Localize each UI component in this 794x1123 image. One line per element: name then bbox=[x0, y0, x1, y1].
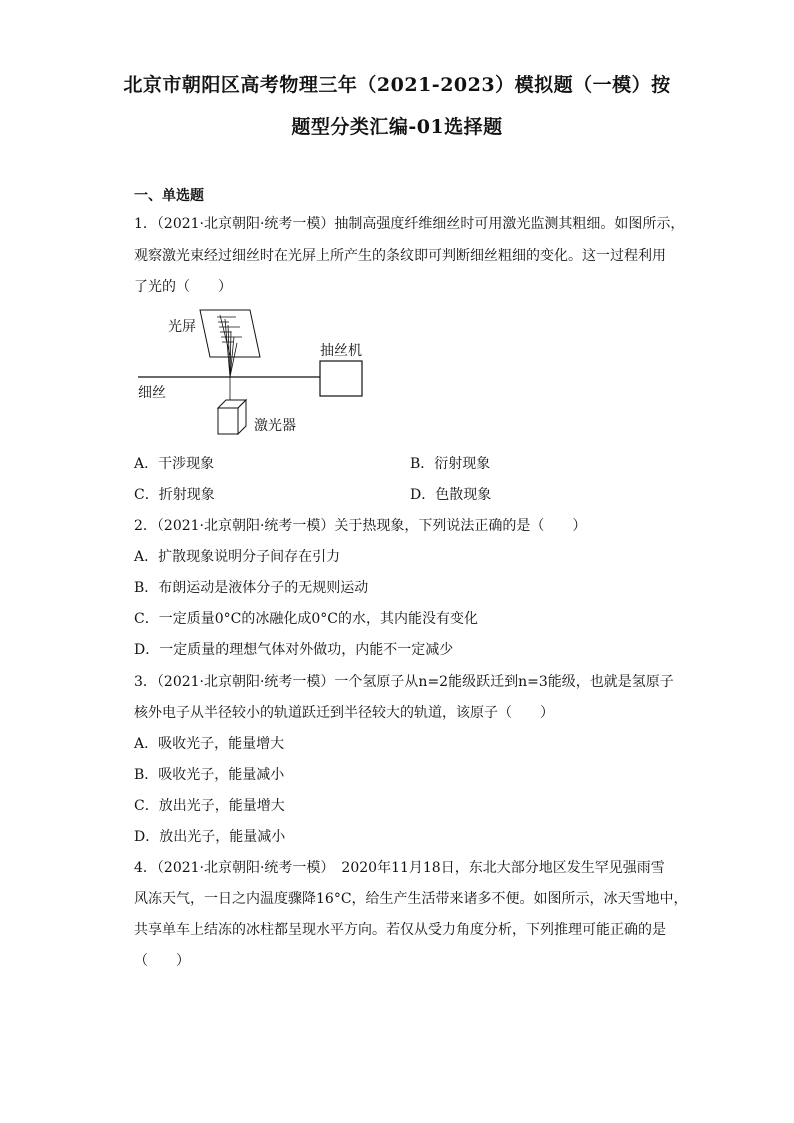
q2-option-a: A．扩散现象说明分子间存在引力 bbox=[134, 549, 341, 565]
q1-option-a: A．干涉现象 bbox=[134, 456, 215, 472]
q3-option-b: B．吸收光子，能量减小 bbox=[134, 767, 285, 783]
q4-stem-line2: 风冻天气，一日之内温度骤降16°C，给生产生活带来诸多不便。如图所示，冰天雪地中， bbox=[134, 891, 688, 907]
label-machine: 抽丝机 bbox=[320, 343, 362, 359]
q3-stem-line1: 3．（2021·北京朝阳·统考一模）一个氢原子从n=2能级跃迁到n=3能级，也就是氢原子 bbox=[134, 674, 674, 690]
q1-stem-line2: 观察激光束经过细丝时在光屏上所产生的条纹即可判断细丝粗细的变化。这一过程利用 bbox=[134, 248, 666, 264]
label-screen: 光屏 bbox=[168, 319, 196, 335]
drawing-machine-box bbox=[320, 361, 362, 396]
document-title-line2: 题型分类汇编-01选择题 bbox=[291, 116, 503, 138]
q3-option-a: A．吸收光子，能量增大 bbox=[134, 736, 285, 752]
q3-option-c: C．放出光子，能量增大 bbox=[134, 798, 285, 814]
q1-option-d: D．色散现象 bbox=[410, 487, 492, 503]
q2-stem-line1: 2．（2021·北京朝阳·统考一模）关于热现象，下列说法正确的是（ ） bbox=[134, 518, 587, 534]
q1-figure bbox=[130, 305, 380, 440]
q2-option-d: D．一定质量的理想气体对外做功，内能不一定减少 bbox=[134, 642, 454, 658]
q1-option-b: B．衍射现象 bbox=[410, 456, 491, 472]
q1-stem-line1: 1．（2021·北京朝阳·统考一模）抽制高强度纤维细丝时可用激光监测其粗细。如图所示， bbox=[134, 216, 685, 232]
q4-stem-line3: 共享单车上结冻的冰柱都呈现水平方向。若仅从受力角度分析，下列推理可能正确的是 bbox=[134, 922, 666, 938]
q4-stem-line1: 4．（2021·北京朝阳·统考一模） 2020年11月18日，东北大部分地区发生罕见强雨雪 bbox=[134, 860, 665, 876]
q4-stem-line4: （ ） bbox=[134, 953, 190, 969]
q1-option-c: C．折射现象 bbox=[134, 487, 215, 503]
q3-stem-line2: 核外电子从半径较小的轨道跃迁到半径较大的轨道，该原子（ ） bbox=[134, 705, 554, 721]
label-wire: 细丝 bbox=[138, 385, 166, 401]
q2-option-c: C．一定质量0°C的冰融化成0°C的水，其内能没有变化 bbox=[134, 611, 478, 627]
section-heading: 一、单选题 bbox=[134, 188, 204, 204]
document-title-line1: 北京市朝阳区高考物理三年（2021-2023）模拟题（一模）按 bbox=[123, 74, 671, 96]
q1-stem-line3: 了光的（ ） bbox=[134, 279, 232, 295]
label-laser: 激光器 bbox=[254, 418, 296, 434]
q2-option-b: B．布朗运动是液体分子的无规则运动 bbox=[134, 580, 369, 596]
laser-cube bbox=[218, 400, 246, 434]
q3-option-d: D．放出光子，能量减小 bbox=[134, 829, 286, 845]
